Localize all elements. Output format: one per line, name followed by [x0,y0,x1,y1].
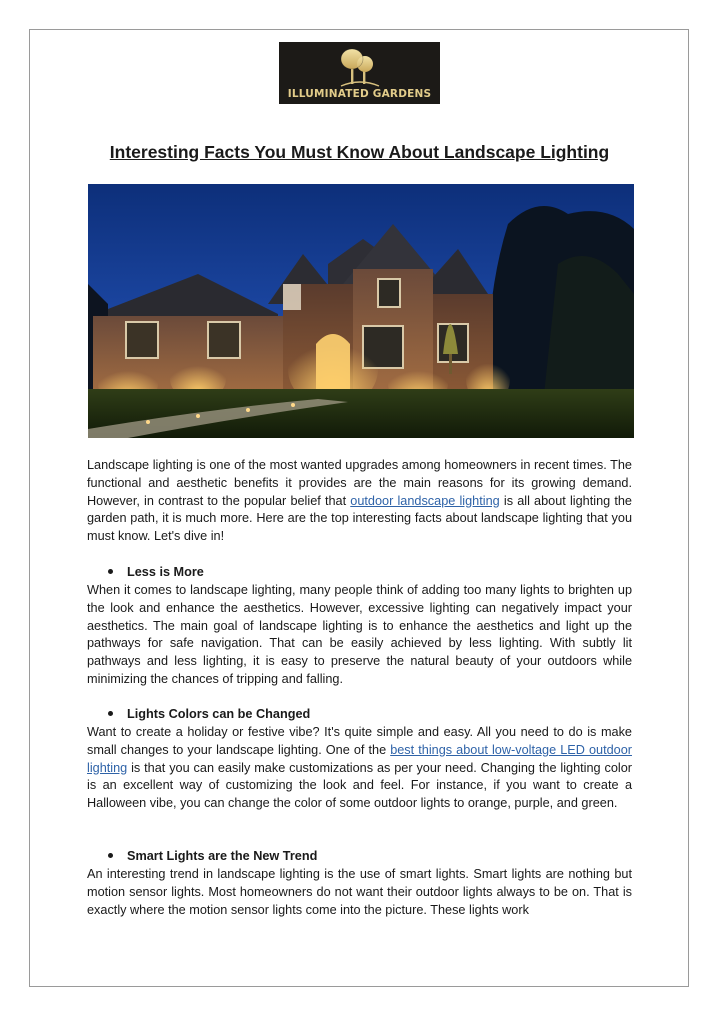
section-body-less-is-more: When it comes to landscape lighting, many people think of adding too many lights to brighten up the look and enhance the aesthetics. However, excessive lighting can negatively impact your aesthetics. The main goal of landscape lighting is to enhance the aesthetics and light up the pathways for safe navigation. That can be easily achieved by less lighting. With subtly lit pathways and less lighting, it is easy to preserve the natural beauty of your outdoors while minimizing the chances of tripping and falling. [87,583,632,686]
bullet-icon [108,569,113,574]
hero-image [88,184,634,438]
section-heading-smart-lights [108,848,317,866]
intro-text-end: is all about lighting the garden path, it is much more. Here are the top interesting facts about landscape lighting that you must know. Let's dive in! [87,493,632,544]
section-heading-text: Smart Lights are the New Trend [127,849,318,863]
section-body-lights-colors [87,724,632,813]
section-heading-text: Lights Colors can be Changed [127,707,311,721]
section-heading-text: Less is More [127,565,204,579]
page-title: Interesting Facts You Must Know About Landscape Lighting [109,142,610,162]
section-heading-less-is-more [108,564,204,582]
intro-paragraph [87,457,632,546]
bullet-icon [108,711,113,716]
brand-logo [279,42,440,104]
section-text-start: Want to create a holiday or festive vibe? It's quite simple and easy. All you need to do is make small changes to your landscape lighting. One of the [87,725,632,757]
bullet-icon [108,853,113,858]
logo-wordmark: ILLUMINATED GARDENS [287,88,432,100]
outdoor-landscape-lighting-link[interactable]: outdoor landscape lighting [350,493,500,508]
section-heading-lights-colors [108,706,310,724]
low-voltage-led-lighting-link[interactable]: best things about low-voltage LED outdoor lighting [87,742,632,775]
section-text-end: is that you can easily make customizations as per your need. Changing the lighting color is an excellent way of customizing the look and feel. For instance, if you want to create a Halloween vibe, you can change the color of some outdoor lights to orange, purple, and green. [87,760,632,811]
intro-text-start: Landscape lighting is one of the most wanted upgrades among homeowners in recent times. The functional and aesthetic benefits it provides are the main reasons for its growing demand. However, in contrast to the popular belief that [87,458,632,508]
section-body-smart-lights: An interesting trend in landscape lighting is the use of smart lights. Smart lights are nothing but motion sensor lights. Most homeowners do not want their outdoor lights always to be on. That is exactly where the motion sensor lights come into the picture. These lights work [87,867,632,917]
